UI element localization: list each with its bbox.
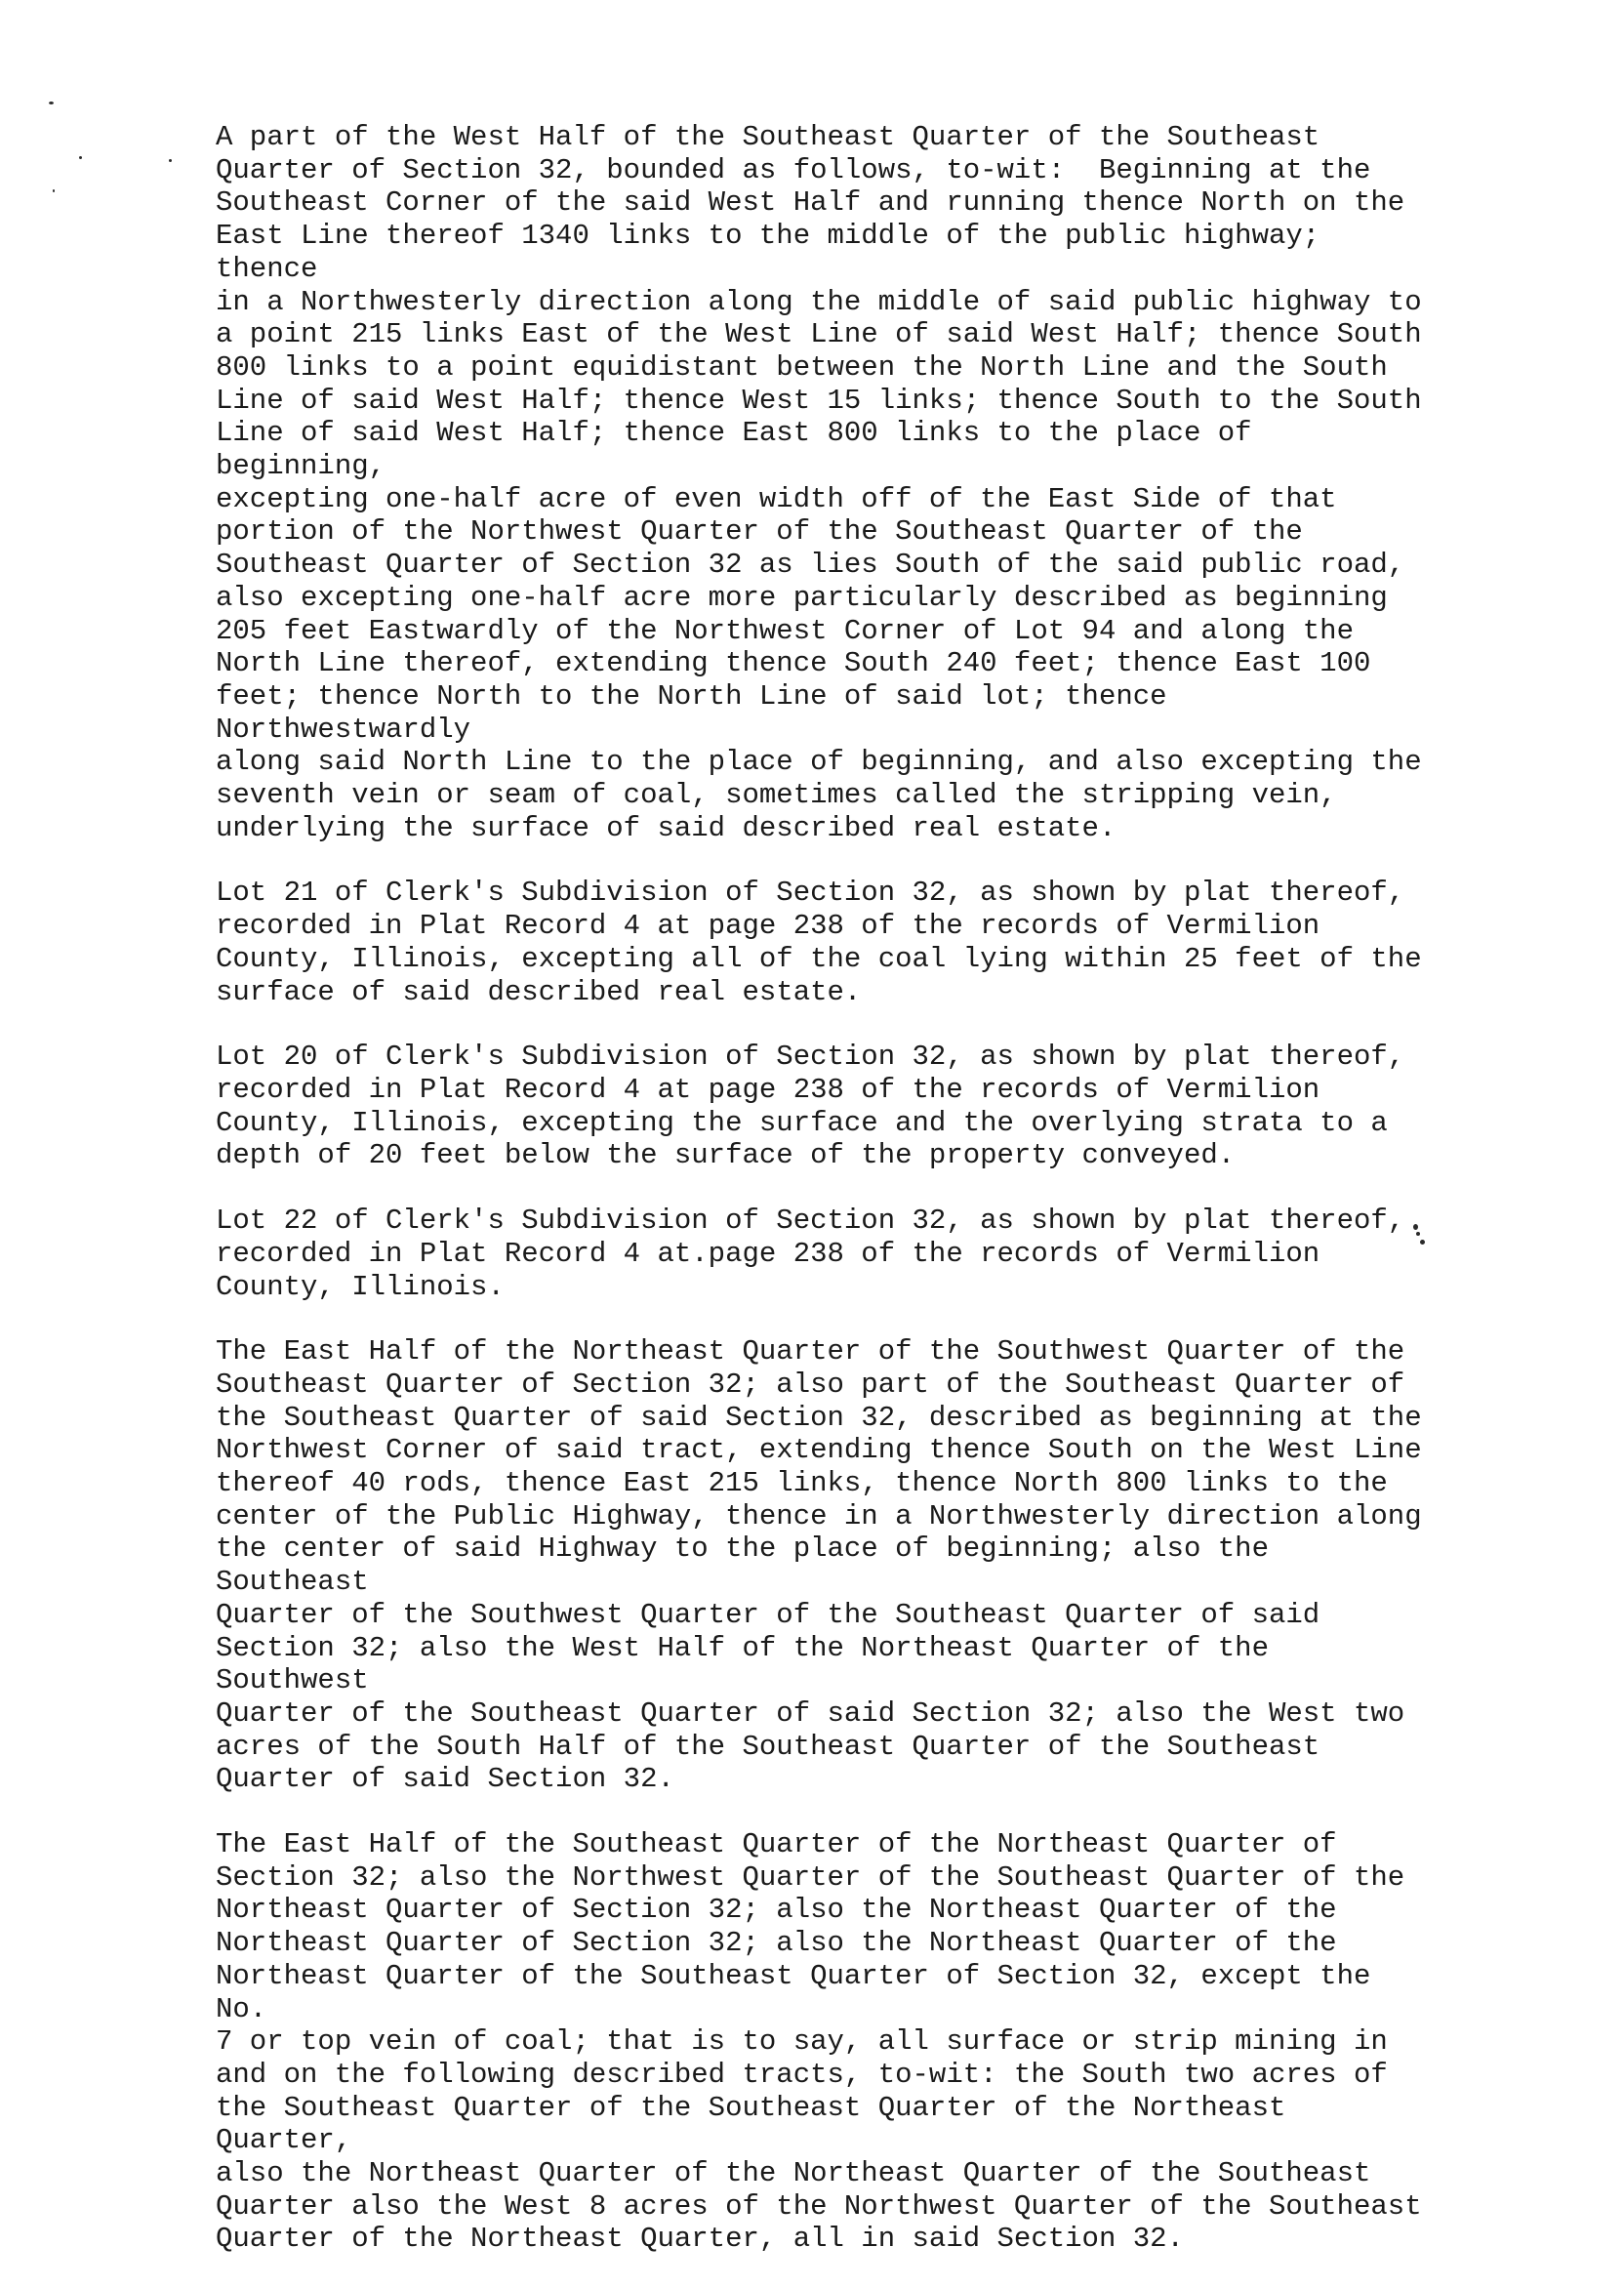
scan-artifact — [53, 189, 55, 192]
paragraph-west-half-parcel: A part of the West Half of the Southeast Quarter of the Southeast Quarter of Section 32, bounded as follows, to-wit: Beginning at the Southeast Corner of the said West Half and running thence North on the East Line thereof 1340 links to the middle of the public highway; thence in a Northwesterly direction along the middle of said public highway to a point 215 links East of the West Line of said West Half; thence South 800 links to a point equidistant between the North Line and the South Line of said West Half; thence West 15 links; thence South to the South Line of said West Half; thence East 800 links to the place of beginning, excepting one-half acre of even width off of the East Side of that portion of the Northwest Quarter of the Southeast Quarter of the Southeast Quarter of Section 32 as lies South of the said public road, also excepting one-half acre more particularly described as beginning 205 feet Eastwardly of the Northwest Corner of Lot 94 and along the North Line thereof, extending thence South 240 feet; thence East 100 feet; thence North to the North Line of said lot; thence Northwestwardly along said North Line to the place of beginning, and also excepting the seventh vein or seam of coal, sometimes called the stripping vein, underlying the surface of said described real estate. — [216, 121, 1422, 844]
scan-artifact — [79, 156, 82, 159]
scan-artifact — [169, 159, 172, 162]
paragraph-lot-21: Lot 21 of Clerk's Subdivision of Section 32, as shown by plat thereof, recorded in Plat Record 4 at page 238 of the records of Vermilion County, Illinois, excepting all of the coal lying within 25 feet of the surface of said described real estate. — [216, 877, 1422, 1008]
paragraph-lot-22: Lot 22 of Clerk's Subdivision of Section 32, as shown by plat thereof, recorded in Plat Record 4 at.page 238 of the records of Vermilion County, Illinois. — [216, 1205, 1405, 1303]
paragraph-east-half-northeast-quarter: The East Half of the Southeast Quarter of the Northeast Quarter of Section 32; also the Northwest Quarter of the Southeast Quarter of the Northeast Quarter of Section 32; also the Northeast Quarter of the Northeast Quarter of Section 32; also the Northeast Quarter of the Northeast Quarter of the Southeast Quarter of Section 32, except the No. 7 or top vein of coal; that is to say, all surface or strip mining in and on the following described tracts, to-wit: the South two acres of the Southeast Quarter of the Southeast Quarter of the Northeast Quarter, also the Northeast Quarter of the Northeast Quarter of the Southeast Quarter also the West 8 acres of the Northwest Quarter of the Southeast Quarter of the Northeast Quarter, all in said Section 32. — [216, 1828, 1422, 2256]
scan-artifact — [49, 102, 54, 104]
legal-description — [216, 121, 1426, 2288]
paragraph-east-half-southwest-quarter: The East Half of the Northeast Quarter of the Southwest Quarter of the Southeast Quarter of Section 32; also part of the Southeast Quarter of the Southeast Quarter of said Section 32, described as beginning at the Northwest Corner of said tract, extending thence South on the West Line thereof 40 rods, thence East 215 links, thence North 800 links to the center of the Public Highway, thence in a Northwesterly direction along the center of said Highway to the place of beginning; also the Southeast Quarter of the Southwest Quarter of the Southeast Quarter of said Section 32; also the West Half of the Northeast Quarter of the Southwest Quarter of the Southeast Quarter of said Section 32; also the West two acres of the South Half of the Southeast Quarter of the Southeast Quarter of said Section 32. — [216, 1335, 1422, 1796]
paragraph-lot-20: Lot 20 of Clerk's Subdivision of Section 32, as shown by plat thereof, recorded in Plat Record 4 at page 238 of the records of Vermilion County, Illinois, excepting the surface and the overlying strata to a depth of 20 feet below the surface of the property conveyed. — [216, 1041, 1405, 1172]
